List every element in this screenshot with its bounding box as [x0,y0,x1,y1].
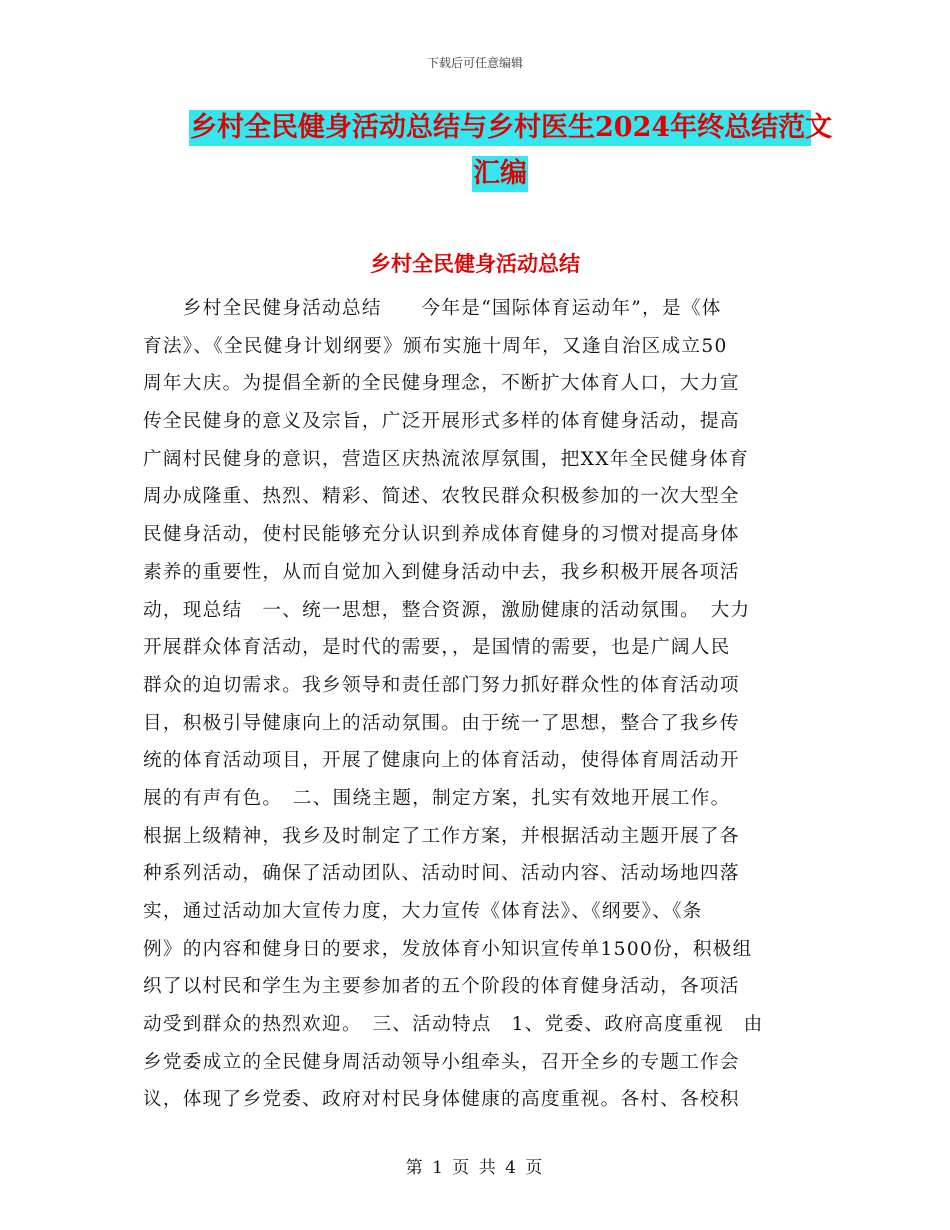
body-line: 统的体育活动项目，开展了健康向上的体育活动，使得体育周活动开 [143,750,740,772]
body-line: 实，通过活动加大宣传力度，大力宣传《体育法》、《纲要》、《条 [143,901,703,922]
body-line: 广阔村民健身的意识，营造区庆热流浓厚氛围，把XX年全民健身体育 [143,448,749,470]
page-number: 第 1 页 共 4 页 [405,1158,545,1178]
body-line: 乡村全民健身活动总结 今年是“国际体育运动年”，是《体 [143,298,722,319]
body-line: 开展群众体育活动，是时代的需要，，是国情的需要，也是广阔人民 [143,637,731,659]
title-line-1: 乡村全民健身活动总结与乡村医生2024年终总结范文 [189,110,811,146]
body-line: 周年大庆。为提倡全新的全民健身理念，不断扩大体育人口，大力宣 [143,373,740,395]
body-line: 素养的重要性，从而自觉加入到健身活动中去，我乡积极开展各项活 [143,561,740,583]
body-line: 目，积极引导健康向上的活动氛围。由于统一了思想，整合了我乡传 [143,712,740,734]
title-line-2: 汇编 [472,156,528,192]
body-line: 民健身活动，使村民能够充分认识到养成体育健身的习惯对提高身体 [143,524,740,546]
body-line: 根据上级精神，我乡及时制定了工作方案，并根据活动主题开展了各 [143,825,740,847]
body-line: 传全民健身的意义及宗旨，广泛开展形式多样的体育健身活动，提高 [143,411,740,433]
body-line: 展的有声有色。 二、围绕主题，制定方案，扎实有效地开展工作。 [143,787,731,809]
body-line: 动受到群众的热烈欢迎。 三、活动特点 1、党委、政府高度重视 由 [143,1014,764,1036]
body-line: 周办成隆重、热烈、精彩、简述、农牧民群众积极参加的一次大型全 [143,486,740,508]
body-paragraph [143,290,807,1119]
body-line: 乡党委成立的全民健身周活动领导小组牵头，召开全乡的专题工作会 [143,1051,740,1073]
section-heading: 乡村全民健身活动总结 [370,251,580,276]
body-line: 织了以村民和学生为主要参加者的五个阶段的体育健身活动，各项活 [143,976,740,998]
body-line: 种系列活动，确保了活动团队、活动时间、活动内容、活动场地四落 [143,863,740,885]
body-line: 议，体现了乡党委、政府对村民身体健康的高度重视。各村、各校积 [143,1089,740,1111]
document-title [188,110,833,202]
body-line: 动，现总结 一、统一思想，整合资源，激励健康的活动氛围。 大力 [143,599,751,621]
body-line: 例》的内容和健身日的要求，发放体育小知识宣传单1500份，积极组 [143,938,753,960]
body-line: 群众的迫切需求。我乡领导和责任部门努力抓好群众性的体育活动项 [143,674,740,696]
body-line: 育法》、《全民健身计划纲要》颁布实施十周年，又逢自治区成立50 [143,335,728,357]
header-note: 下载后可任意编辑 [426,56,523,70]
